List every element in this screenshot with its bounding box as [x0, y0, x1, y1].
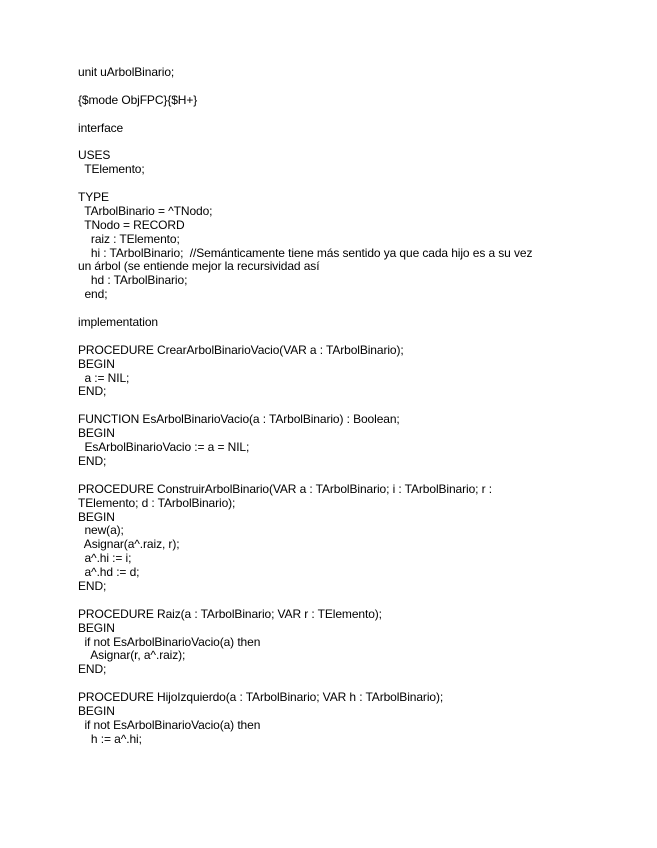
- code-line: if not EsArbolBinarioVacio(a) then: [78, 634, 261, 649]
- code-block: [78, 316, 598, 330]
- code-line: end;: [78, 287, 108, 302]
- code-line: BEGIN: [78, 509, 115, 524]
- code-line: END;: [78, 453, 107, 468]
- code-line: END;: [78, 578, 107, 593]
- code-line: a^.hi := i;: [78, 551, 132, 566]
- code-line: h := a^.hi;: [78, 731, 142, 746]
- code-line: BEGIN: [78, 356, 115, 371]
- code-line: TElemento;: [78, 162, 145, 177]
- code-line: TNodo = RECORD: [78, 217, 185, 232]
- code-line: if not EsArbolBinarioVacio(a) then: [78, 717, 261, 732]
- code-block: [78, 344, 598, 400]
- code-line: BEGIN: [78, 703, 115, 718]
- code-line: EsArbolBinarioVacio := a = NIL;: [78, 440, 250, 455]
- code-line: new(a);: [78, 523, 124, 538]
- code-block: [78, 149, 598, 177]
- code-line: Asignar(r, a^.raiz);: [78, 648, 186, 663]
- code-line: a := NIL;: [78, 370, 130, 385]
- code-line: END;: [78, 662, 107, 677]
- code-line: PROCEDURE ConstruirArbolBinario(VAR a : TArbolBinario; i : TArbolBinario; r :: [78, 481, 492, 496]
- code-line: END;: [78, 384, 107, 399]
- code-block: [78, 691, 598, 747]
- code-line: FUNCTION EsArbolBinarioVacio(a : TArbolBinario) : Boolean;: [78, 412, 400, 427]
- code-line: TArbolBinario = ^TNodo;: [78, 203, 213, 218]
- code-block: [78, 191, 598, 302]
- code-line: hd : TArbolBinario;: [78, 273, 188, 288]
- code-line: Asignar(a^.raiz, r);: [78, 537, 180, 552]
- code-line: a^.hd := d;: [78, 565, 140, 580]
- document-body: [78, 66, 598, 761]
- code-line: {$mode ObjFPC}{$H+}: [78, 92, 198, 107]
- code-line: unit uArbolBinario;: [78, 65, 175, 79]
- code-block: [78, 66, 598, 80]
- code-line: BEGIN: [78, 620, 115, 635]
- code-block: [78, 122, 598, 136]
- code-line: implementation: [78, 315, 158, 330]
- code-block: [78, 94, 598, 108]
- code-line: PROCEDURE CrearArbolBinarioVacio(VAR a : TArbolBinario);: [78, 342, 404, 357]
- code-line: TElemento; d : TArbolBinario);: [78, 495, 236, 510]
- code-line: TYPE: [78, 190, 109, 205]
- code-line: raiz : TElemento;: [78, 231, 180, 246]
- code-block: [78, 413, 598, 469]
- code-block: [78, 608, 598, 677]
- code-line: un árbol (se entiende mejor la recursividad así: [78, 259, 320, 274]
- code-line: USES: [78, 148, 111, 163]
- code-line: PROCEDURE HijoIzquierdo(a : TArbolBinario; VAR h : TArbolBinario);: [78, 690, 444, 705]
- code-block: [78, 483, 598, 594]
- code-line: PROCEDURE Raiz(a : TArbolBinario; VAR r : TElemento);: [78, 606, 382, 621]
- code-line: BEGIN: [78, 426, 115, 441]
- code-line: interface: [78, 120, 124, 135]
- code-line: hi : TArbolBinario; //Semánticamente tiene más sentido ya que cada hijo es a su vez: [78, 245, 533, 260]
